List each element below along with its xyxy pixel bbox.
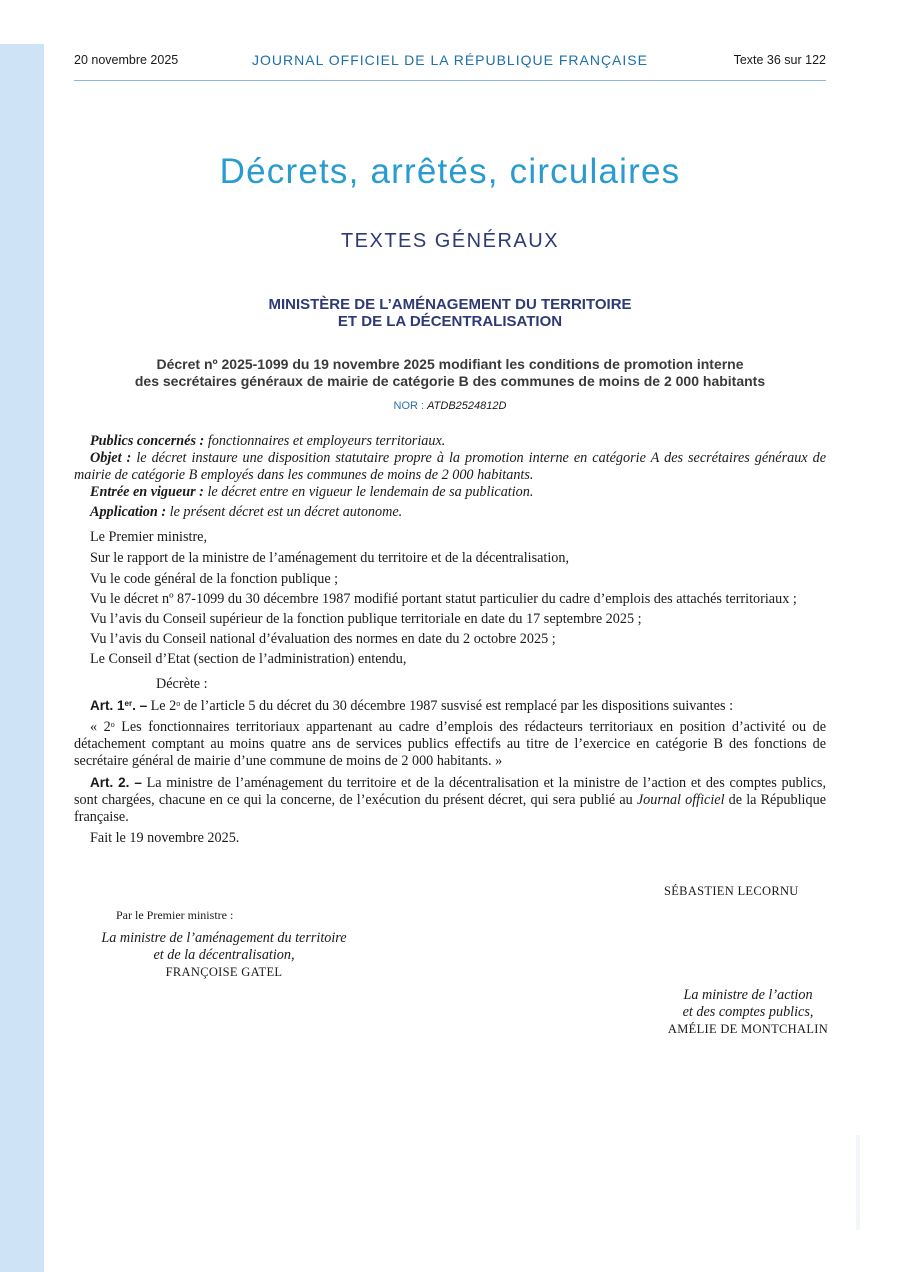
decree-title-line-1: Décret nº 2025-1099 du 19 novembre 2025 modifiant les conditions de promotion interne — [156, 356, 744, 372]
ordinal-sup: o — [176, 699, 181, 708]
article-1-sup: er — [124, 699, 133, 708]
signature-block-right — [660, 987, 836, 1038]
summary-text: le décret instaure une disposition statutaire propre à la promotion interne en catégorie A des secrétaires généraux de mairie de catégorie B employés dans les communes de moins de 2 000 habitants. — [74, 450, 827, 483]
article-1-dash: . – — [132, 698, 148, 713]
page-title: Décrets, arrêtés, circulaires — [219, 152, 681, 191]
preamble-vu-4: Vu l’avis du Conseil national d’évaluation des normes en date du 2 octobre 2025 ; — [90, 631, 556, 647]
header-date: 20 novembre 2025 — [74, 53, 179, 67]
article-1-quote — [74, 719, 826, 770]
left-role-line-2: et de la décentralisation, — [153, 947, 295, 963]
closing-date: Fait le 19 novembre 2025. — [90, 830, 240, 846]
article-1-text: Le 2 — [150, 698, 177, 714]
article-2-text: La ministre de l’aménagement du territoire et de la décentralisation et la ministre de l’action et des comptes publics, sont chargées, chacune en ce qui la concerne, de l’exécution du présent décret, qui sera publié au — [74, 775, 826, 808]
summary-label: Entrée en vigueur : — [90, 484, 204, 500]
preamble-vu-2: Vu le décret nº 87-1099 du 30 décembre 1987 modifié portant statut particulier du cadre d’emplois des attachés territoriaux ; — [90, 591, 797, 607]
preamble-decrete: Décrète : — [156, 676, 208, 692]
summary-application — [74, 504, 826, 521]
header-journal-title: JOURNAL OFFICIEL DE LA RÉPUBLIQUE FRANÇAISE — [252, 52, 648, 68]
article-1-label — [90, 698, 147, 713]
left-signatory-name: FRANÇOISE GATEL — [165, 965, 283, 979]
right-role-line-1: La ministre de l’action — [683, 987, 813, 1003]
ordinal-sup: o — [110, 720, 115, 729]
by-prime-minister: Par le Premier ministre : — [116, 908, 234, 922]
summary-publics — [74, 433, 826, 450]
journal-officiel-italic: Journal officiel — [636, 792, 725, 808]
quote-text: Les fonctionnaires territoriaux appartenant au cadre d’emplois des rédacteurs territoriaux en position d’activité ou de détachement comptant au moins quatre ans de services publics effectifs au titre de l’exercice en catégorie B des fonctions de secrétaire général de mairie d’une commune de moins de 2 000 habitants. » — [74, 719, 827, 769]
nor-value: ATDB2524812D — [427, 400, 507, 412]
article-2-label: Art. 2. – — [90, 775, 142, 790]
signature-block-left — [74, 930, 374, 981]
signatory-prime-minister: SÉBASTIEN LECORNU — [664, 884, 799, 898]
right-role-line-2: et des comptes publics, — [682, 1004, 814, 1020]
decree-title-line-2: des secrétaires généraux de mairie de catégorie B des communes de moins de 2 000 habitants — [134, 373, 766, 389]
preamble-premier-ministre: Le Premier ministre, — [90, 529, 208, 545]
article-1 — [74, 697, 826, 715]
article-2-text-end: de la République française. — [74, 792, 826, 825]
ministry-line-2: ET DE LA DÉCENTRALISATION — [337, 313, 563, 330]
left-role-line-1: La ministre de l’aménagement du territoire — [101, 930, 347, 946]
preamble-vu-1: Vu le code général de la fonction publique ; — [90, 571, 339, 587]
summary-objet — [74, 450, 826, 484]
article-2 — [74, 774, 826, 826]
summary-label: Objet : — [90, 450, 132, 466]
document-body — [74, 433, 826, 847]
ministry-line-1: MINISTÈRE DE L’AMÉNAGEMENT DU TERRITOIRE — [268, 296, 632, 313]
preamble-vu-3: Vu l’avis du Conseil supérieur de la fonction publique territoriale en date du 17 septembre 2025 ; — [90, 611, 642, 627]
article-1-text-cont: de l’article 5 du décret du 30 décembre 1987 susvisé est remplacé par les dispositions suivantes : — [183, 698, 734, 714]
decree-title — [74, 356, 826, 390]
right-signatory-name: AMÉLIE DE MONTCHALIN — [667, 1022, 829, 1036]
preamble-conseil: Le Conseil d’Etat (section de l’administration) entendu, — [90, 651, 407, 667]
article-1-number: Art. 1 — [90, 698, 125, 713]
summary-text: le présent décret est un décret autonome. — [169, 504, 403, 520]
summary-text: le décret entre en vigueur le lendemain de sa publication. — [207, 484, 534, 500]
nor-label: NOR : — [393, 400, 425, 412]
left-margin-band — [0, 0, 44, 1272]
summary-label: Application : — [90, 504, 167, 520]
preamble-rapport: Sur le rapport de la ministre de l’aménagement du territoire et de la décentralisation, — [90, 550, 570, 566]
page-edge-shadow — [856, 1135, 860, 1230]
quote-open: « 2 — [90, 719, 111, 735]
summary-label: Publics concernés : — [90, 433, 205, 449]
header-divider — [74, 80, 826, 81]
header-text-count: Texte 36 sur 122 — [733, 53, 826, 67]
top-margin-band — [0, 0, 900, 44]
summary-entree — [74, 484, 826, 501]
page-header — [74, 52, 826, 72]
nor-reference — [74, 400, 826, 412]
ministry-heading — [74, 296, 826, 330]
section-title: TEXTES GÉNÉRAUX — [340, 230, 560, 252]
summary-text: fonctionnaires et employeurs territoriaux. — [207, 433, 446, 449]
